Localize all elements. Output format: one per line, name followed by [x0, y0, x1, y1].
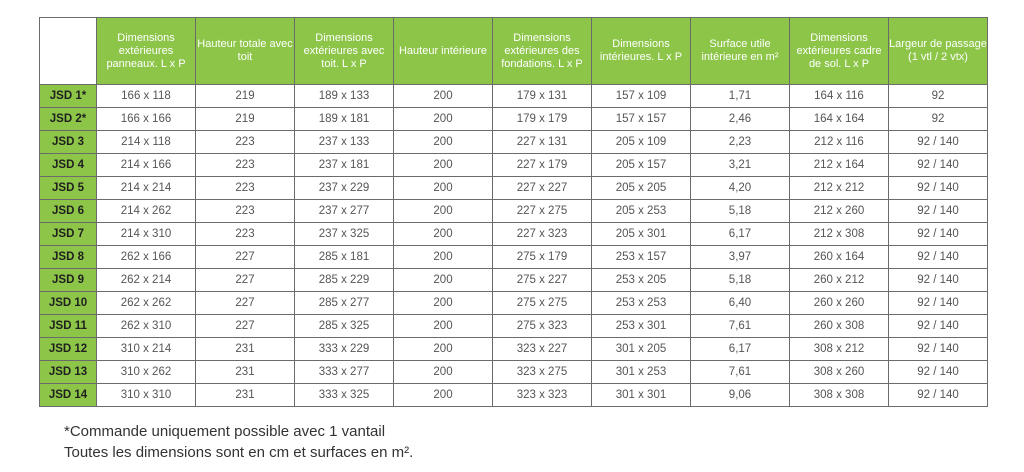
- table-cell: 92 / 140: [889, 223, 988, 246]
- footnote-units: Toutes les dimensions sont en cm et surfaces en m².: [64, 444, 414, 461]
- table-cell: 212 x 260: [790, 200, 889, 223]
- footnote-single-door: *Commande uniquement possible avec 1 vantail: [64, 423, 386, 440]
- table-cell: 179 x 179: [493, 108, 592, 131]
- table-cell: 308 x 308: [790, 384, 889, 407]
- table-cell: 179 x 131: [493, 85, 592, 108]
- table-row: [40, 292, 988, 315]
- table-cell: 200: [394, 177, 493, 200]
- table-cell: 7,61: [691, 361, 790, 384]
- table-cell: 323 x 227: [493, 338, 592, 361]
- table-cell: 262 x 214: [97, 269, 196, 292]
- column-header: Dimensions extérieures des fondations. L x P: [493, 18, 592, 85]
- table-cell: 253 x 301: [592, 315, 691, 338]
- table-cell: 237 x 277: [295, 200, 394, 223]
- table-cell: 92 / 140: [889, 154, 988, 177]
- table-cell: 227 x 275: [493, 200, 592, 223]
- table-cell: 260 x 260: [790, 292, 889, 315]
- table-cell: 92 / 140: [889, 269, 988, 292]
- table-row: [40, 338, 988, 361]
- table-cell: 285 x 325: [295, 315, 394, 338]
- table-cell: 262 x 166: [97, 246, 196, 269]
- table-cell: 200: [394, 246, 493, 269]
- table-cell: 6,17: [691, 223, 790, 246]
- table-cell: 308 x 212: [790, 338, 889, 361]
- table-cell: 92 / 140: [889, 292, 988, 315]
- table-cell: 200: [394, 361, 493, 384]
- table-row: [40, 177, 988, 200]
- table-cell: 205 x 157: [592, 154, 691, 177]
- table-cell: 223: [196, 177, 295, 200]
- table-cell: 92 / 140: [889, 338, 988, 361]
- table-cell: 214 x 214: [97, 177, 196, 200]
- row-label: JSD 11: [40, 315, 97, 338]
- column-header: Surface utile intérieure en m²: [691, 18, 790, 85]
- table-cell: 166 x 166: [97, 108, 196, 131]
- table-cell: 200: [394, 384, 493, 407]
- table-row: [40, 246, 988, 269]
- table-cell: 310 x 214: [97, 338, 196, 361]
- table-cell: 200: [394, 223, 493, 246]
- table-cell: 227: [196, 246, 295, 269]
- column-header: Hauteur intérieure: [394, 18, 493, 85]
- table-cell: 301 x 253: [592, 361, 691, 384]
- table-cell: 223: [196, 131, 295, 154]
- table-cell: 200: [394, 338, 493, 361]
- table-cell: 189 x 181: [295, 108, 394, 131]
- row-label: JSD 8: [40, 246, 97, 269]
- table-cell: 205 x 301: [592, 223, 691, 246]
- table-cell: 231: [196, 384, 295, 407]
- table-cell: 92 / 140: [889, 246, 988, 269]
- table-cell: 262 x 310: [97, 315, 196, 338]
- table-cell: 237 x 229: [295, 177, 394, 200]
- table-cell: 212 x 116: [790, 131, 889, 154]
- table-cell: 3,21: [691, 154, 790, 177]
- table-cell: 4,20: [691, 177, 790, 200]
- table-cell: 189 x 133: [295, 85, 394, 108]
- table-cell: 6,17: [691, 338, 790, 361]
- table-cell: 164 x 164: [790, 108, 889, 131]
- table-cell: 227 x 179: [493, 154, 592, 177]
- table-cell: 260 x 164: [790, 246, 889, 269]
- table-cell: 2,23: [691, 131, 790, 154]
- table-cell: 333 x 229: [295, 338, 394, 361]
- footnotes: [64, 421, 413, 463]
- table-cell: 92 / 140: [889, 361, 988, 384]
- column-header: Largeur de passage (1 vtl / 2 vtx): [889, 18, 988, 85]
- table-cell: 260 x 212: [790, 269, 889, 292]
- table-row: [40, 223, 988, 246]
- table-cell: 214 x 118: [97, 131, 196, 154]
- table-row: [40, 85, 988, 108]
- table-cell: 92: [889, 108, 988, 131]
- table-cell: 323 x 323: [493, 384, 592, 407]
- row-label: JSD 10: [40, 292, 97, 315]
- table-cell: 237 x 181: [295, 154, 394, 177]
- table-cell: 157 x 109: [592, 85, 691, 108]
- table-cell: 275 x 227: [493, 269, 592, 292]
- table-cell: 310 x 262: [97, 361, 196, 384]
- table-cell: 92 / 140: [889, 200, 988, 223]
- table-cell: 285 x 181: [295, 246, 394, 269]
- row-label: JSD 9: [40, 269, 97, 292]
- table-cell: 237 x 133: [295, 131, 394, 154]
- column-header: Hauteur totale avec toit: [196, 18, 295, 85]
- dimensions-table: [39, 17, 988, 407]
- table-cell: 200: [394, 315, 493, 338]
- table-cell: 285 x 277: [295, 292, 394, 315]
- row-label: JSD 1*: [40, 85, 97, 108]
- table-cell: 223: [196, 223, 295, 246]
- table-row: [40, 131, 988, 154]
- row-label: JSD 4: [40, 154, 97, 177]
- table-cell: 6,40: [691, 292, 790, 315]
- table-cell: 219: [196, 85, 295, 108]
- table-cell: 275 x 323: [493, 315, 592, 338]
- table-cell: 253 x 205: [592, 269, 691, 292]
- table-cell: 275 x 275: [493, 292, 592, 315]
- table-cell: 333 x 325: [295, 384, 394, 407]
- column-header: Dimensions extérieures panneaux. L x P: [97, 18, 196, 85]
- table-cell: 260 x 308: [790, 315, 889, 338]
- table-row: [40, 200, 988, 223]
- table-cell: 285 x 229: [295, 269, 394, 292]
- table-cell: 301 x 205: [592, 338, 691, 361]
- table-cell: 200: [394, 85, 493, 108]
- table-cell: 92 / 140: [889, 384, 988, 407]
- table-cell: 5,18: [691, 269, 790, 292]
- table-cell: 5,18: [691, 200, 790, 223]
- column-header: Dimensions extérieures avec toit. L x P: [295, 18, 394, 85]
- table-cell: 212 x 212: [790, 177, 889, 200]
- table-cell: 200: [394, 154, 493, 177]
- table-cell: 227 x 323: [493, 223, 592, 246]
- table-cell: 333 x 277: [295, 361, 394, 384]
- table-cell: 323 x 275: [493, 361, 592, 384]
- table-cell: 92: [889, 85, 988, 108]
- table-cell: 166 x 118: [97, 85, 196, 108]
- table-cell: 9,06: [691, 384, 790, 407]
- table-cell: 262 x 262: [97, 292, 196, 315]
- table-cell: 227: [196, 292, 295, 315]
- table-row: [40, 108, 988, 131]
- table-row: [40, 384, 988, 407]
- table-cell: 223: [196, 200, 295, 223]
- table-cell: 253 x 253: [592, 292, 691, 315]
- table-row: [40, 315, 988, 338]
- table-cell: 310 x 310: [97, 384, 196, 407]
- table-cell: 164 x 116: [790, 85, 889, 108]
- table-cell: 92 / 140: [889, 131, 988, 154]
- table-cell: 214 x 262: [97, 200, 196, 223]
- table-cell: 205 x 253: [592, 200, 691, 223]
- table-row: [40, 361, 988, 384]
- table-cell: 253 x 157: [592, 246, 691, 269]
- table-cell: 200: [394, 200, 493, 223]
- table-cell: 227: [196, 269, 295, 292]
- table-cell: 92 / 140: [889, 315, 988, 338]
- row-label: JSD 3: [40, 131, 97, 154]
- dimensions-table-container: [39, 17, 988, 407]
- table-cell: 200: [394, 269, 493, 292]
- row-label: JSD 5: [40, 177, 97, 200]
- table-cell: 212 x 308: [790, 223, 889, 246]
- table-cell: 214 x 310: [97, 223, 196, 246]
- column-header: Dimensions intérieures. L x P: [592, 18, 691, 85]
- table-cell: 237 x 325: [295, 223, 394, 246]
- table-cell: 7,61: [691, 315, 790, 338]
- table-cell: 205 x 205: [592, 177, 691, 200]
- table-cell: 308 x 260: [790, 361, 889, 384]
- column-header: Dimensions extérieures cadre de sol. L x P: [790, 18, 889, 85]
- table-cell: 301 x 301: [592, 384, 691, 407]
- table-row: [40, 154, 988, 177]
- table-cell: 212 x 164: [790, 154, 889, 177]
- row-label: JSD 13: [40, 361, 97, 384]
- row-label: JSD 6: [40, 200, 97, 223]
- row-label: JSD 2*: [40, 108, 97, 131]
- table-cell: 1,71: [691, 85, 790, 108]
- table-cell: 223: [196, 154, 295, 177]
- table-cell: 3,97: [691, 246, 790, 269]
- table-cell: 200: [394, 131, 493, 154]
- table-cell: 231: [196, 361, 295, 384]
- table-cell: 2,46: [691, 108, 790, 131]
- table-cell: 227 x 227: [493, 177, 592, 200]
- table-cell: 92 / 140: [889, 177, 988, 200]
- table-row: [40, 269, 988, 292]
- table-cell: 200: [394, 292, 493, 315]
- table-cell: 157 x 157: [592, 108, 691, 131]
- table-cell: 275 x 179: [493, 246, 592, 269]
- table-cell: 200: [394, 108, 493, 131]
- table-cell: 214 x 166: [97, 154, 196, 177]
- table-cell: 219: [196, 108, 295, 131]
- table-cell: 227 x 131: [493, 131, 592, 154]
- table-cell: 205 x 109: [592, 131, 691, 154]
- row-label: JSD 14: [40, 384, 97, 407]
- table-cell: 231: [196, 338, 295, 361]
- row-label: JSD 12: [40, 338, 97, 361]
- table-body: [40, 85, 988, 407]
- row-label: JSD 7: [40, 223, 97, 246]
- corner-cell: [40, 18, 97, 85]
- table-cell: 227: [196, 315, 295, 338]
- header-row: [40, 18, 988, 85]
